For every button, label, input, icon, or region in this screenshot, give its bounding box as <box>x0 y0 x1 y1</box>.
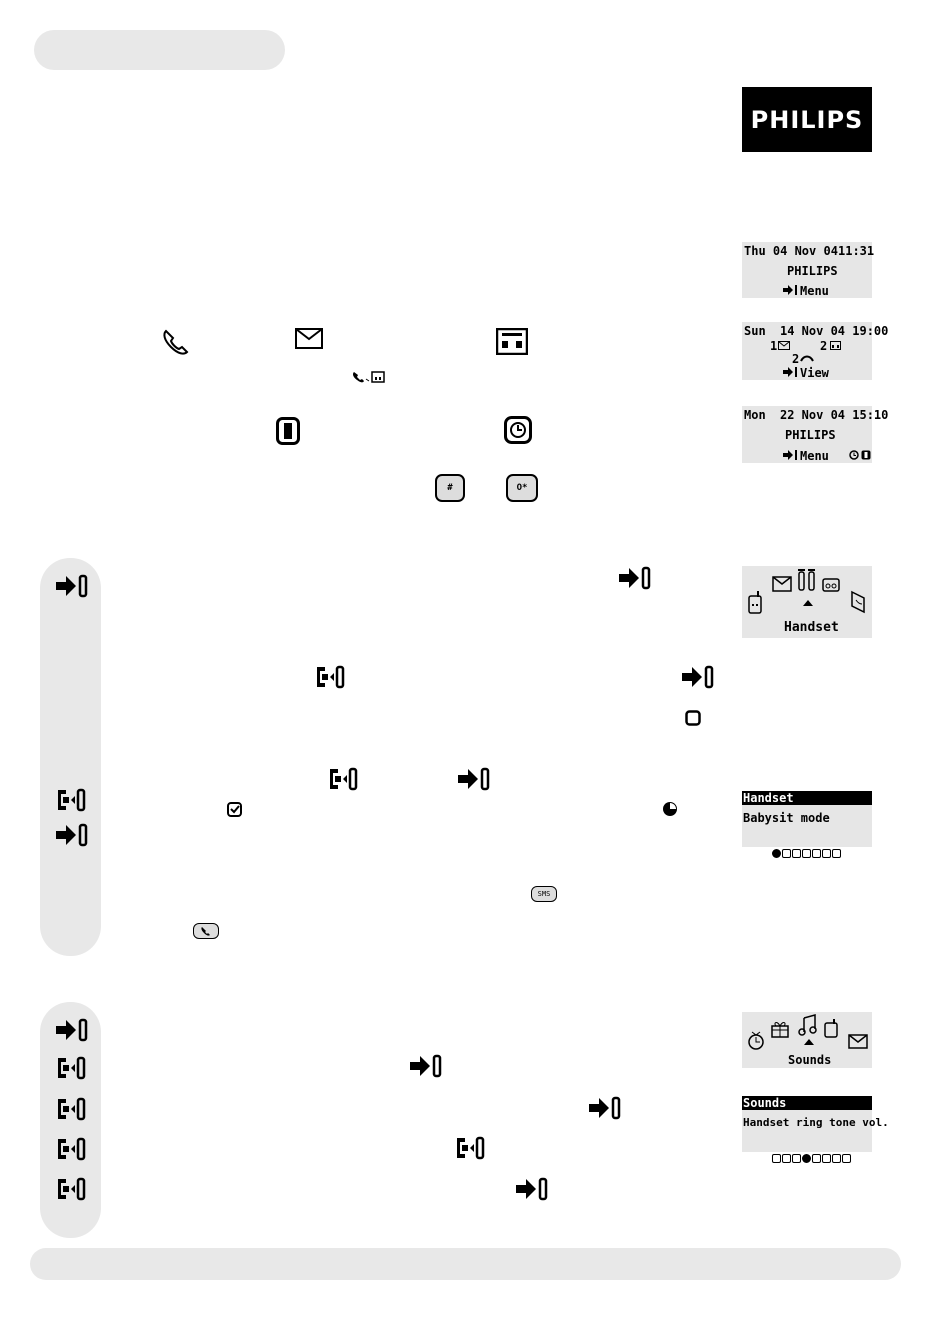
logo-text: PHILIPS <box>750 105 864 134</box>
lcd-softkey-label: Menu <box>800 284 829 298</box>
tools-icon <box>796 568 818 592</box>
lcd-datetime: 14 Nov 04 19:00 <box>780 324 889 338</box>
lcd-datetime: 22 Nov 04 15:10 <box>780 408 889 422</box>
sms-key[interactable] <box>531 886 557 902</box>
lcd-idle-screen <box>742 242 875 298</box>
phone-icon <box>162 329 194 357</box>
nav-scroll-icon <box>54 1176 88 1202</box>
lcd-box-count: 2 <box>820 339 828 353</box>
lcd-header: Handset <box>742 791 872 805</box>
nav-scroll-icon <box>54 1096 88 1122</box>
selector-arrow-icon <box>803 600 813 606</box>
handset-icon <box>746 590 764 614</box>
checkbox-checked-icon <box>227 802 242 817</box>
nav-ok-icon <box>54 822 88 848</box>
nav-scroll-icon <box>54 787 88 813</box>
philips-logo <box>742 87 872 152</box>
lcd-menu-handset <box>742 566 872 638</box>
star-key[interactable] <box>506 474 538 502</box>
lcd-menu-label: Handset <box>784 620 839 635</box>
gift-icon <box>770 1018 790 1038</box>
answering-machine-icon <box>822 576 840 592</box>
nav-ok-icon <box>617 565 651 591</box>
star-key-label: O* <box>516 483 528 493</box>
lcd-events-screen <box>742 322 889 380</box>
call-to-machine-icon <box>352 370 386 384</box>
selector-arrow-icon <box>804 1039 814 1045</box>
envelope-icon <box>295 328 323 349</box>
lcd-softkey-label: View <box>800 366 829 380</box>
nav-ok-icon <box>782 366 798 378</box>
lcd-date: Thu 04 Nov 04 <box>744 244 838 258</box>
volume-indicator <box>743 1141 852 1177</box>
checkbox-empty-icon <box>685 710 701 726</box>
lcd-item: Handset ring tone vol. <box>743 1116 889 1129</box>
nav-ok-icon <box>408 1053 442 1079</box>
nav-ok-icon <box>54 573 88 599</box>
footer-pill <box>30 1248 901 1280</box>
radio-selected-icon <box>662 801 678 817</box>
lcd-header: Sounds <box>742 1096 872 1110</box>
lcd-babysit-setting <box>742 791 872 847</box>
missed-call-icon <box>800 355 814 362</box>
lcd-brand: PHILIPS <box>787 264 838 278</box>
envelope-icon <box>848 1034 868 1049</box>
answering-machine-icon <box>830 341 841 350</box>
handset-icon <box>822 1018 840 1038</box>
nav-scroll-icon <box>54 1055 88 1081</box>
nav-ok-icon <box>514 1176 548 1202</box>
lcd-menu-label: Sounds <box>788 1053 832 1067</box>
lcd-call-count: 2 <box>792 352 800 366</box>
hash-key-label: # <box>447 483 453 493</box>
lcd-brand: PHILIPS <box>785 428 836 442</box>
lcd-softkey-label: Menu <box>800 449 829 463</box>
nav-ok-icon <box>782 284 798 296</box>
alarm-icon <box>849 450 859 460</box>
envelope-icon <box>772 576 792 592</box>
envelope-icon <box>778 341 790 350</box>
music-note-icon <box>798 1014 818 1036</box>
header-pill <box>34 30 285 70</box>
nav-scroll-icon <box>326 766 360 792</box>
nav-ok-icon <box>782 449 798 461</box>
phonebook-icon <box>848 590 868 614</box>
level-indicator <box>743 836 842 872</box>
sms-key-label: SMS <box>537 890 551 898</box>
nav-scroll-icon <box>54 1136 88 1162</box>
nav-scroll-icon <box>453 1135 487 1161</box>
lcd-menu-sounds <box>742 1012 872 1068</box>
nav-ok-icon <box>680 664 714 690</box>
lcd-time: 11:31 <box>838 244 875 258</box>
talk-key[interactable] <box>193 923 219 939</box>
babysit-icon <box>861 450 871 460</box>
babysit-icon <box>276 417 300 445</box>
nav-ok-icon <box>54 1017 88 1043</box>
steps-bar-1 <box>40 558 101 956</box>
lcd-msg-count: 1 <box>770 339 778 353</box>
nav-ok-icon <box>456 766 490 792</box>
clock-icon <box>746 1030 766 1050</box>
answering-machine-icon <box>496 328 528 355</box>
nav-ok-icon <box>587 1095 621 1121</box>
lcd-babysit-screen <box>742 406 889 463</box>
lcd-item: Babysit mode <box>743 811 830 825</box>
phone-icon <box>200 926 212 936</box>
lcd-day: Sun <box>744 324 766 338</box>
lcd-ring-volume <box>742 1096 889 1152</box>
nav-scroll-icon <box>313 664 347 690</box>
alarm-icon <box>504 416 532 444</box>
lcd-day: Mon <box>744 408 766 422</box>
hash-key[interactable] <box>435 474 465 502</box>
